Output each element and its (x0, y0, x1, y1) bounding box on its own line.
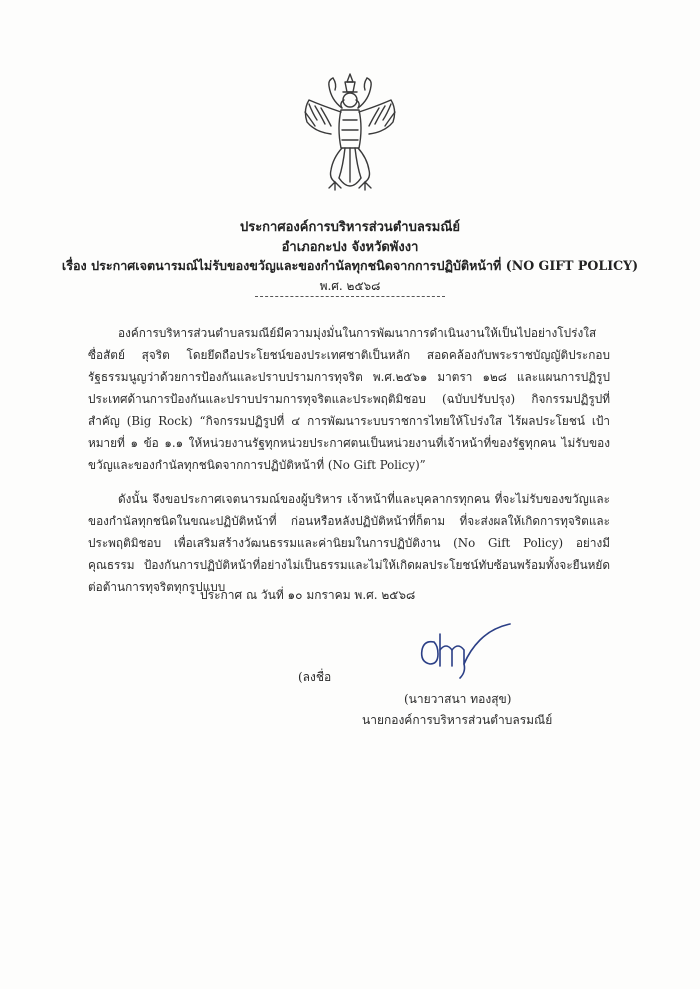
body-paragraph-1: องค์การบริหารส่วนตำบลรมณีย์มีความมุ่งมั่นในการพัฒนาการดำเนินงานให้เป็นไปอย่างโปร่งใส ซื่อสัตย์ สุจริต โดยยึดถือประโยชน์ของประเทศชาติเป็นหลัก สอดคล้องกับพระราชบัญญัติประกอบรัฐธรรมนูญว่าด้วยการป้องกันและปราบปรามการทุจริต พ.ศ.๒๕๖๑ มาตรา ๑๒๘ และแผนการปฏิรูปประเทศด้านการป้องกันและปราบปรามการทุจริตและประพฤติมิชอบ (ฉบับปรับปรุง) กิจกรรมปฏิรูปที่สำคัญ (Big Rock) “กิจกรรมปฏิรูปที่ ๔ การพัฒนาระบบราชการไทยให้โปร่งใส ไร้ผลประโยชน์ เป้าหมายที่ ๑ ข้อ ๑.๑ ให้หน่วยงานรัฐทุกหน่วยประกาศตนเป็นหน่วยงานที่เจ้าหน้าที่ของรัฐทุกคน ไม่รับของขวัญและของกำนัลทุกชนิดจากการปฏิบัติหน้าที่ (No Gift Policy)” (88, 326, 610, 472)
signed-label: (ลงชื่อ (298, 670, 332, 684)
handwritten-signature-icon (400, 620, 520, 700)
garuda-emblem-icon (295, 70, 405, 198)
body-paragraph-2: ดังนั้น จึงขอประกาศเจตนารมณ์ของผู้บริหาร เจ้าหน้าที่และบุคลากรทุกคน ที่จะไม่รับของขวัญและของกำนัลทุกชนิดในขณะปฏิบัติหน้าที่ ก่อนหรือหลังปฏิบัติหน้าที่ก็ตาม ที่จะส่งผลให้เกิดการทุจริตและประพฤติมิชอบ เพื่อเสริมสร้างวัฒนธรรมและค่านิยมในการปฏิบัติงาน (No Gift Policy) อย่างมีคุณธรรม ป้องกันการปฏิบัติหน้าที่อย่างไม่เป็นธรรมและไม่ให้เกิดผลประโยชน์ทับซ้อนพร้อมทั้งจะยืนหยัดต่อต้านการทุจริตทุกรูปแบบ (88, 492, 610, 594)
header-divider (255, 296, 445, 297)
district-line: อำเภอกะปง จังหวัดพังงา (281, 240, 419, 255)
announcement-date: ประกาศ ณ วันที่ ๑๐ มกราคม พ.ศ. ๒๕๖๘ (200, 588, 416, 602)
subject-line: เรื่อง ประกาศเจตนารมณ์ไม่รับของขวัญและของกำนัลทุกชนิดจากการปฏิบัติหน้าที่ (NO GIFT POLICY) (61, 258, 639, 273)
announcement-title: ประกาศองค์การบริหารส่วนตำบลรมณีย์ (239, 220, 461, 235)
year-line: พ.ศ. ๒๕๖๘ (319, 279, 381, 293)
signatory-name: (นายวาสนา ทองสุข) (404, 692, 512, 706)
signatory-position: นายกองค์การบริหารส่วนตำบลรมณีย์ (362, 713, 553, 727)
